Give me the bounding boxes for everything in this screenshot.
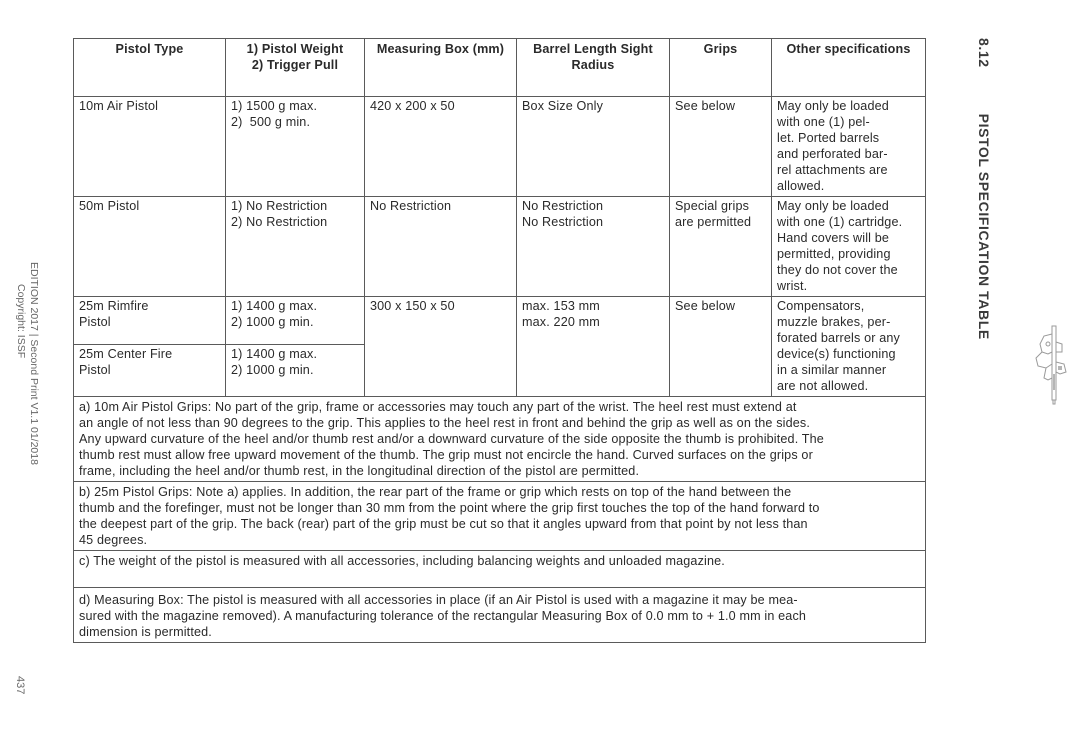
header-pistol-type: Pistol Type xyxy=(74,39,226,97)
table-row-note-a xyxy=(74,397,926,482)
section-title: PISTOL SPECIFICATION TABLE xyxy=(976,113,992,340)
edition-footer xyxy=(15,262,40,472)
table-row-50m-pistol xyxy=(74,197,926,297)
cell-other: May only be loaded with one (1) cartridge. Hand covers will be permitted, providing they do not cover the wrist. xyxy=(772,197,926,297)
cell-barrel: No Restriction No Restriction xyxy=(517,197,670,297)
cell-type: 50m Pistol xyxy=(74,197,226,297)
note-b-25m-grips: b) 25m Pistol Grips: Note a) applies. In addition, the rear part of the frame or grip which rests on top of the hand between the thumb and the forefinger, must not be longer than 30 mm from the point where the grip first touches the top of the hand forward to the deepest part of the grip. The back (rear) part of the grip must be cut so that it angles upward from that point by not less than 45 degrees. xyxy=(74,482,926,551)
header-grips: Grips xyxy=(670,39,772,97)
cell-type: 10m Air Pistol xyxy=(74,97,226,197)
cell-grips: See below xyxy=(670,297,772,397)
cell-grips: Special grips are permitted xyxy=(670,197,772,297)
cell-box: 300 x 150 x 50 xyxy=(365,297,517,397)
page-number: 437 xyxy=(14,676,26,695)
note-c-weight: c) The weight of the pistol is measured with all accessories, including balancing weights and unloaded magazine. xyxy=(74,551,926,588)
cell-weight: 1) 1500 g max. 2) 500 g min. xyxy=(226,97,365,197)
note-d-measuring-box: d) Measuring Box: The pistol is measured with all accessories in place (if an Air Pistol is used with a magazine it may be mea- sured with the magazine removed). A manufacturing tolerance of the rectangular Measuring Box of 0.0 mm to + 1.0 mm in each dimension is permitted. xyxy=(74,588,926,643)
table-row-note-c xyxy=(74,551,926,588)
cell-barrel: Box Size Only xyxy=(517,97,670,197)
cell-other: Compensators, muzzle brakes, per- forated barrels or any device(s) functioning in a similar manner are not allowed. xyxy=(772,297,926,397)
cell-grips: See below xyxy=(670,97,772,197)
cell-weight: 1) 1400 g max. 2) 1000 g min. xyxy=(226,345,365,397)
cell-box: 420 x 200 x 50 xyxy=(365,97,517,197)
cell-box: No Restriction xyxy=(365,197,517,297)
note-a-grips: a) 10m Air Pistol Grips: No part of the grip, frame or accessories may touch any part of the wrist. The heel rest must extend at an angle of not less than 90 degrees to the grip. This applies to the heel rest in front and behind the grip as well as on the sides. Any upward curvature of the heel and/or thumb rest and/or a downward curvature of the side opposite the thumb is prohibited. The thumb rest must allow free upward movement of the thumb. The grip must not encircle the hand. Curved surfaces on the grips or frame, including the heel and/or thumb rest, in the longitudinal direction of the pistol are permitted. xyxy=(74,397,926,482)
header-weight-trigger: 1) Pistol Weight 2) Trigger Pull xyxy=(226,39,365,97)
pistol-specification-table xyxy=(73,38,926,643)
section-number: 8.12 xyxy=(976,38,992,68)
copyright-text: Copyright: ISSF xyxy=(15,284,28,359)
section-heading xyxy=(974,38,994,378)
header-barrel-length: Barrel Length Sight Radius xyxy=(517,39,670,97)
cell-weight: 1) No Restriction 2) No Restriction xyxy=(226,197,365,297)
cell-weight: 1) 1400 g max. 2) 1000 g min. xyxy=(226,297,365,345)
table-header-row xyxy=(74,39,926,97)
table-row-air-pistol xyxy=(74,97,926,197)
cell-type: 25m Center Fire Pistol xyxy=(74,345,226,397)
pistol-silhouette-icon xyxy=(1030,322,1070,408)
table-row-note-b xyxy=(74,482,926,551)
cell-type: 25m Rimfire Pistol xyxy=(74,297,226,345)
edition-text: EDITION 2017 | Second Print V1.1 01/2018 xyxy=(28,262,40,465)
table-row-25m-rimfire xyxy=(74,297,926,345)
cell-barrel: max. 153 mm max. 220 mm xyxy=(517,297,670,397)
cell-other: May only be loaded with one (1) pel- let. Ported barrels and perforated bar- rel attachments are allowed. xyxy=(772,97,926,197)
header-other-specs: Other specifications xyxy=(772,39,926,97)
table-row-note-d xyxy=(74,588,926,643)
header-measuring-box: Measuring Box (mm) xyxy=(365,39,517,97)
